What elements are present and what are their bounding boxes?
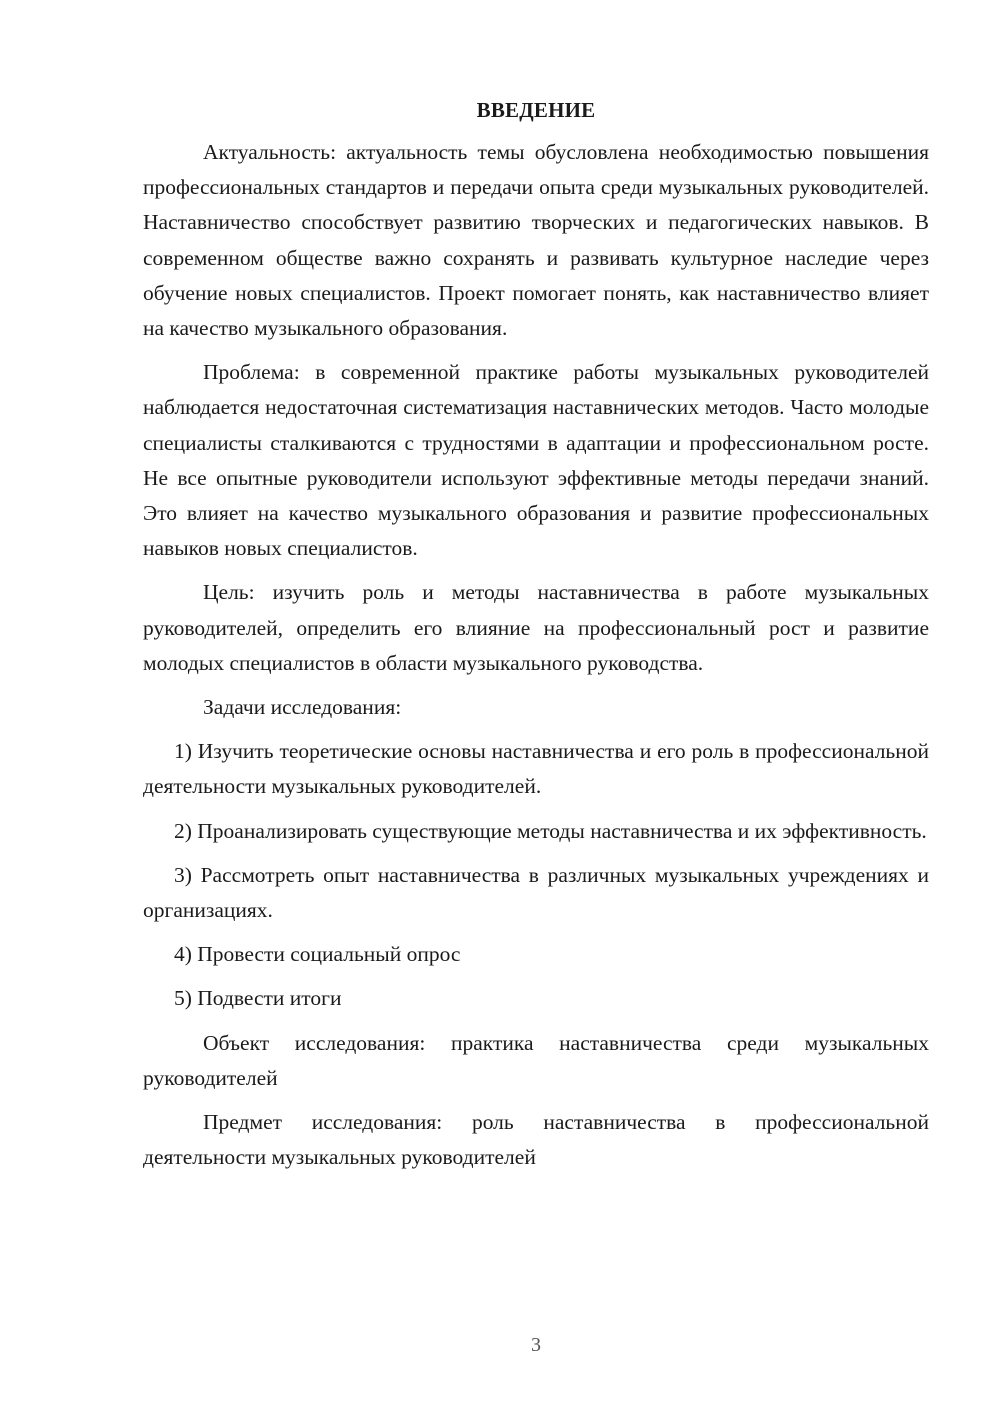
goal-paragraph: Цель: изучить роль и методы наставничества в работе музыкальных руководителей, определить его влияние на профессиональный рост и развитие молодых специалистов в области музыкального руководства.: [143, 580, 929, 675]
problem-paragraph: Проблема: в современной практике работы музыкальных руководителей наблюдается недостаточная систематизация наставнических методов. Часто молодые специалисты сталкиваются с трудностями в адаптации и профессиональном росте. Не все опытные руководители используют эффективные методы передачи знаний. Это влияет на качество музыкального образования и развитие профессиональных навыков новых специалистов.: [143, 360, 929, 561]
relevance-paragraph: Актуальность: актуальность темы обусловлена необходимостью повышения профессиональных стандартов и передачи опыта среди музыкальных руководителей. Наставничество способствует развитию творческих и педагогических навыков. В современном обществе важно сохранять и развивать культурное наследие через обучение новых специалистов. Проект помогает понять, как наставничество влияет на качество музыкального образования.: [143, 140, 929, 341]
task-item-4: 4) Провести социальный опрос: [174, 942, 461, 967]
task-item-2: 2) Проанализировать существующие методы наставничества и их эффективность.: [174, 818, 927, 843]
tasks-title: Задачи исследования:: [203, 695, 402, 720]
section-heading: ВВЕДЕНИЕ: [476, 98, 596, 122]
object-paragraph: Объект исследования: практика наставничества среди музыкальных руководителей: [143, 1030, 929, 1090]
page-number: 3: [531, 1334, 541, 1356]
task-item-5: 5) Подвести итоги: [174, 986, 342, 1011]
subject-paragraph: Предмет исследования: роль наставничества в профессиональной деятельности музыкальных руководителей: [143, 1110, 929, 1170]
task-item-3: 3) Рассмотреть опыт наставничества в различных музыкальных учреждениях и организациях.: [143, 862, 929, 923]
page-content: [143, 93, 929, 1175]
task-item-1: 1) Изучить теоретические основы наставничества и его роль в профессиональной деятельности музыкальных руководителей.: [143, 739, 929, 799]
